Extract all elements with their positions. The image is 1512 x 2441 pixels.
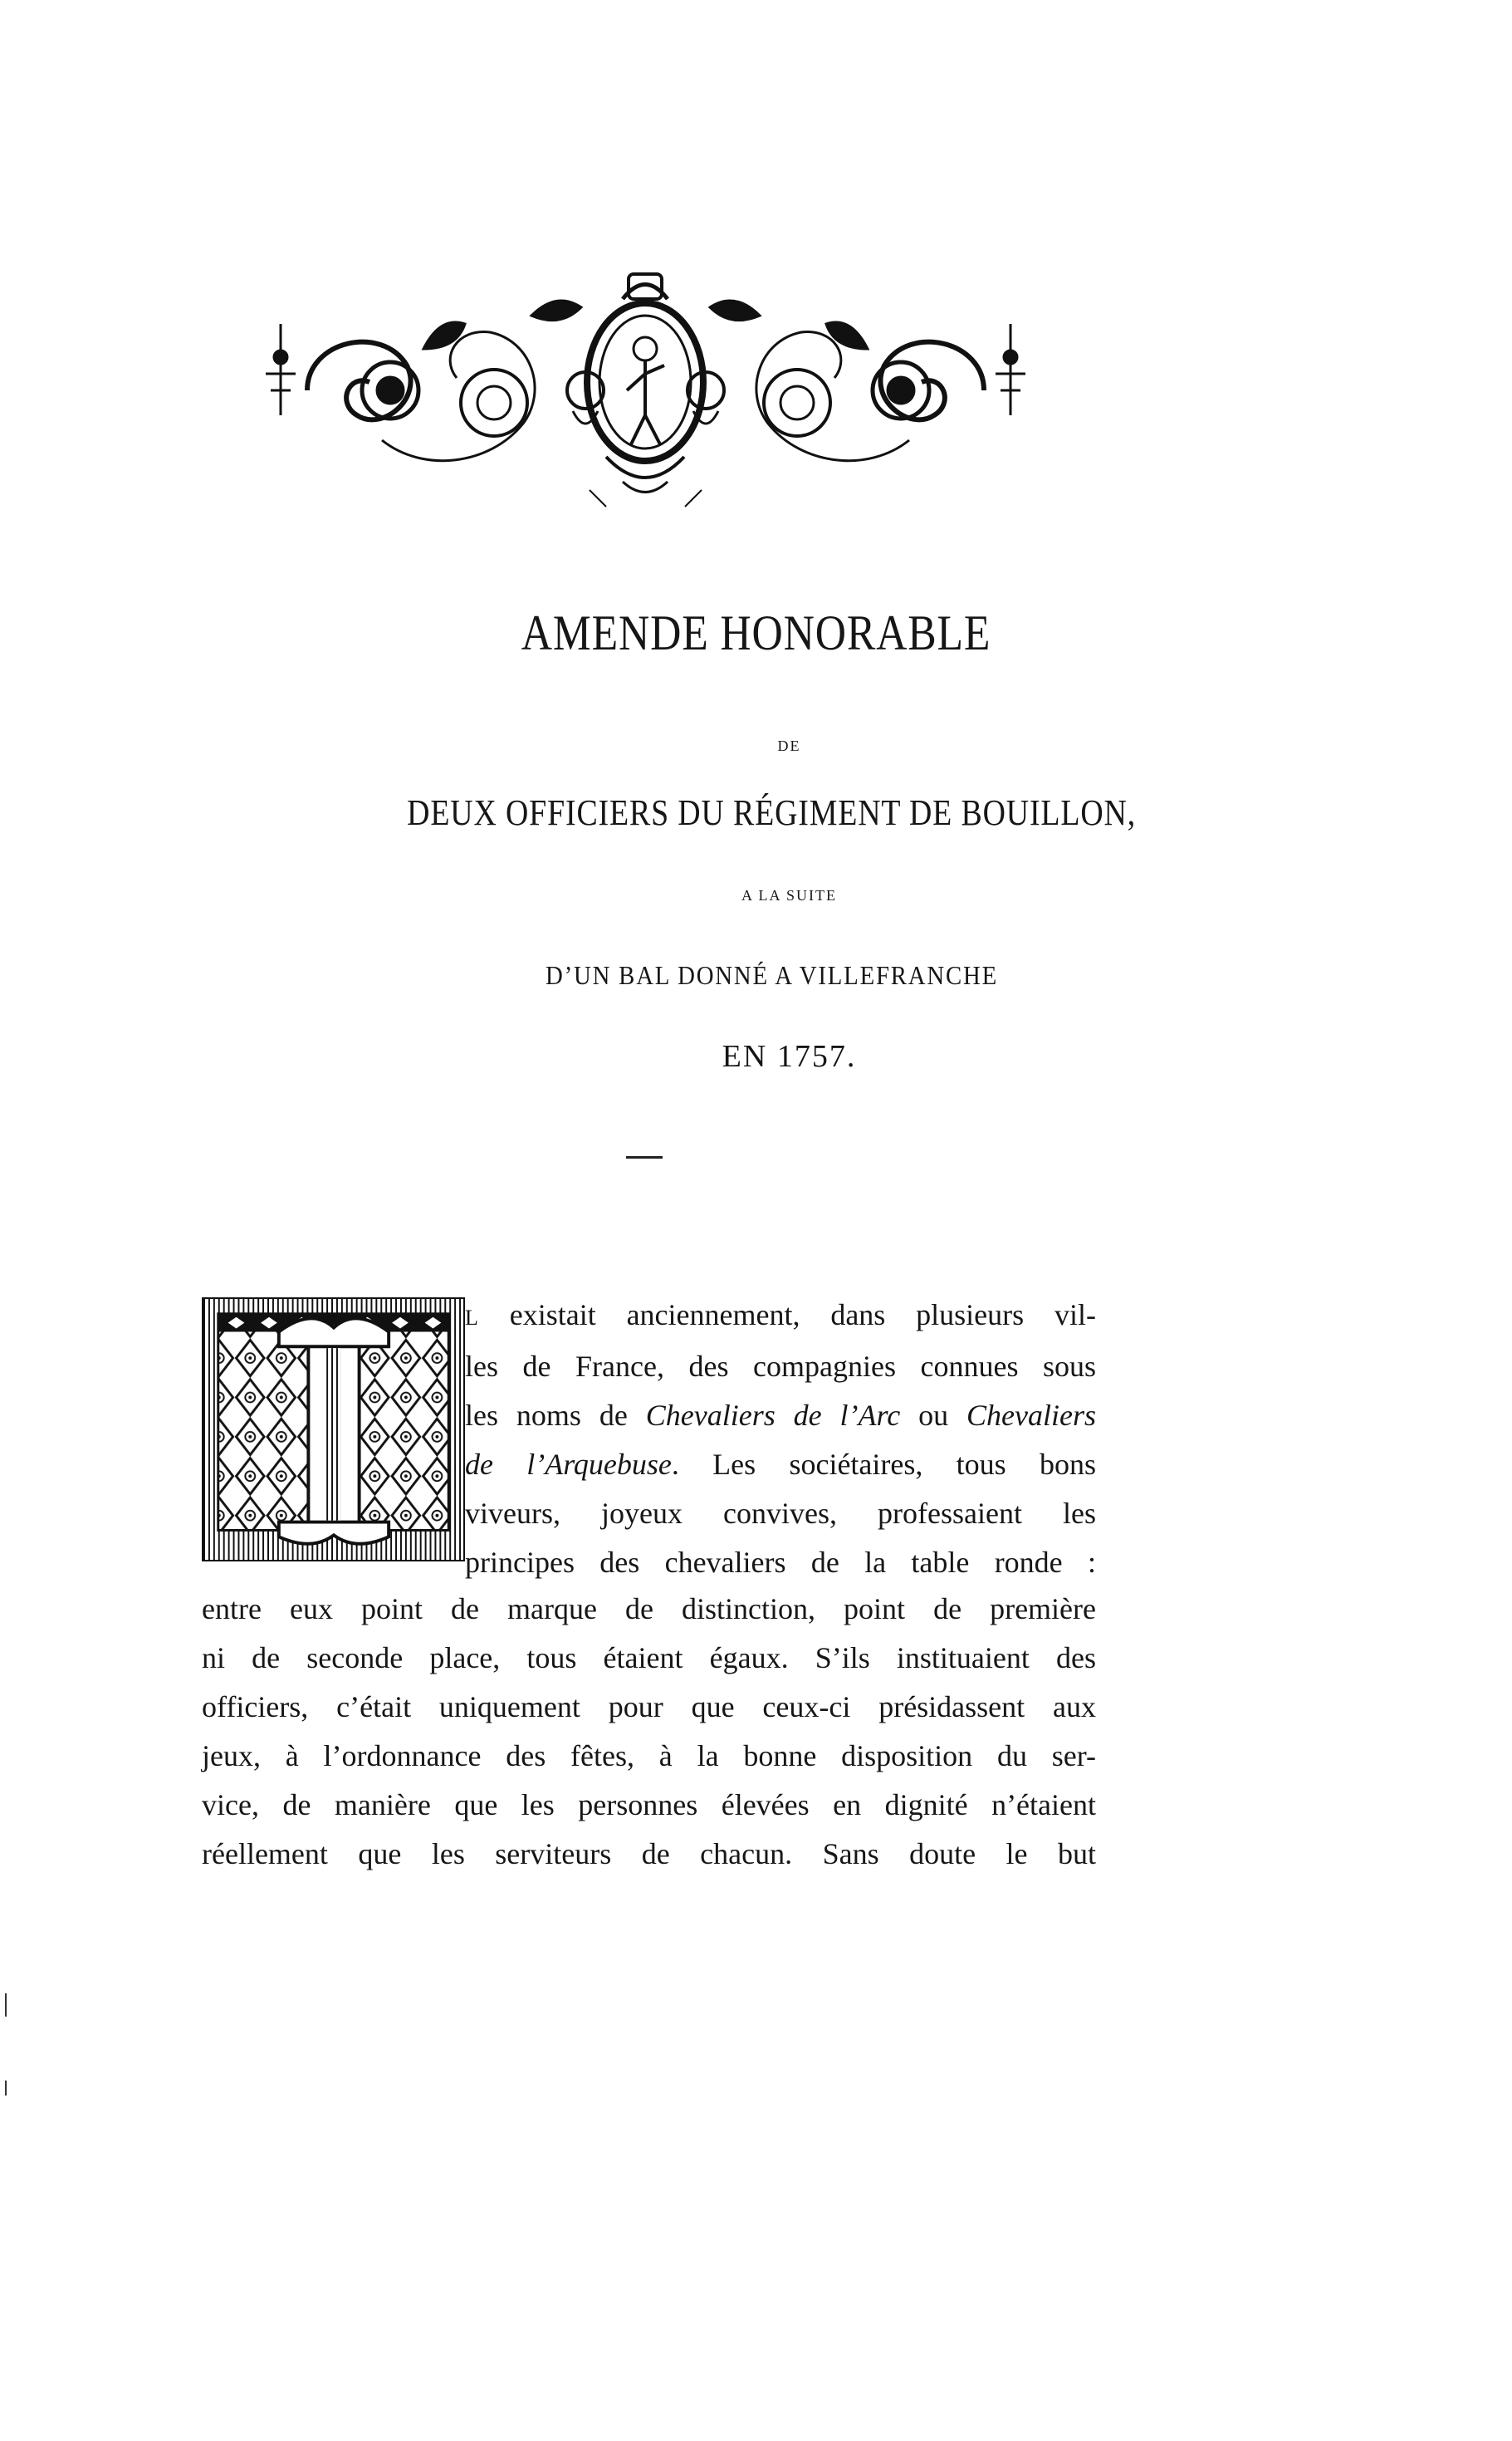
- title-connector-de: DE: [777, 738, 801, 754]
- title-connector-suite: A LA SUITE: [741, 887, 837, 904]
- paragraph-intro: [465, 1291, 1096, 1587]
- text-line-10: jeux, à l’ordonnance des fêtes, à la bonne disposition du ser-: [202, 1739, 1096, 1772]
- title-year: EN 1757.: [722, 1039, 857, 1074]
- text-line-3: les noms de Chevaliers de l’Arc ou Chevaliers: [465, 1399, 1096, 1432]
- text-line-7: entre eux point de marque de distinction, point de première: [202, 1592, 1096, 1625]
- decorative-dropcap: [202, 1297, 465, 1561]
- text-line-6: principes des chevaliers de la table ronde :: [465, 1546, 1096, 1579]
- scan-margin-mark: [5, 2081, 7, 2095]
- text-line-11: vice, de manière que les personnes élevées en dignité n’étaient: [202, 1788, 1096, 1821]
- ornamental-headpiece: [257, 266, 1034, 515]
- page-subtitle: DEUX OFFICIERS DU RÉGIMENT DE BOUILLON,: [407, 792, 1137, 833]
- title-bal-line: D’UN BAL DONNÉ A VILLEFRANCHE: [545, 960, 998, 990]
- scan-margin-mark: [5, 1993, 7, 2017]
- text-line-2: les de France, des compagnies connues sous: [465, 1350, 1096, 1383]
- text-line-12: réellement que les serviteurs de chacun. Sans doute le but: [202, 1837, 1096, 1870]
- text-line-5: viveurs, joyeux convives, professaient les: [465, 1497, 1096, 1530]
- text-line-1: L existait anciennement, dans plusieurs vil-: [465, 1298, 1096, 1331]
- section-divider: [626, 1156, 663, 1159]
- text-line-4: de l’Arquebuse. Les sociétaires, tous bons: [465, 1448, 1096, 1481]
- text-line-8: ni de seconde place, tous étaient égaux. S’ils instituaient des: [202, 1641, 1096, 1674]
- text-line-9: officiers, c’était uniquement pour que ceux-ci présidassent aux: [202, 1690, 1096, 1723]
- paragraph-continuation: [202, 1585, 1096, 1879]
- page-title: AMENDE HONORABLE: [521, 605, 991, 660]
